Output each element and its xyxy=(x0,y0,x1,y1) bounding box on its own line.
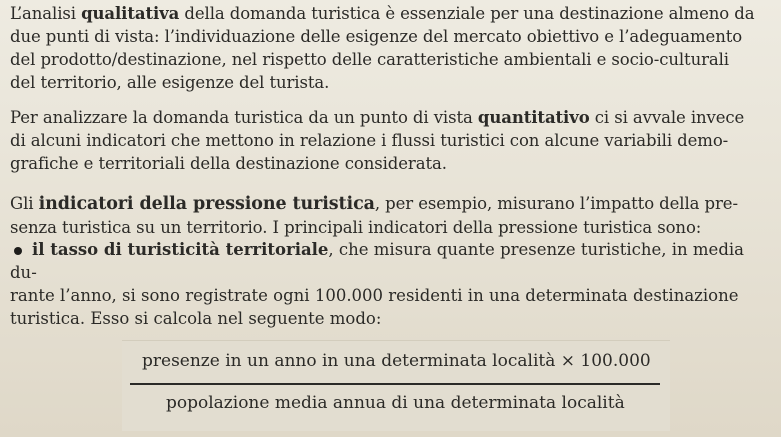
text: della domanda turistica è essenziale per una destinazione almeno da xyxy=(179,4,755,23)
formula-numerator: presenze in un anno in una determinata località × 100.000 xyxy=(142,351,651,371)
text: turistica. Esso si calcola nel seguente modo: xyxy=(10,309,382,328)
bold-term-tasso-turisticita: il tasso di turisticità territoriale xyxy=(32,240,329,259)
list-item-text xyxy=(10,238,770,330)
text: Per analizzare la domanda turistica da un punto di vista xyxy=(10,108,478,127)
text: del territorio, alle esigenze del turista. xyxy=(10,73,330,92)
text: , per esempio, misurano l’impatto della pre- xyxy=(374,194,738,213)
bullet-icon xyxy=(14,247,22,255)
bold-term-qualitativa: qualitativa xyxy=(81,4,180,23)
formula-box xyxy=(122,340,670,431)
text: rante l’anno, si sono registrate ogni 100.000 residenti in una determinata destinazione xyxy=(10,286,739,305)
fraction-line xyxy=(130,383,660,385)
text: senza turistica su un territorio. I principali indicatori della pressione turistica sono: xyxy=(10,218,702,237)
list-item xyxy=(10,238,770,330)
bold-term-indicatori-pressione: indicatori della pressione turistica xyxy=(38,194,375,214)
text: Gli xyxy=(10,194,39,213)
paragraph-pressure-indicators xyxy=(10,192,770,239)
text: , che misura quante presenze turistiche, in media du- xyxy=(10,240,744,282)
text: grafiche e territoriali della destinazione considerata. xyxy=(10,154,447,173)
paragraph-qualitative-analysis xyxy=(10,2,770,94)
text: ci si avvale invece xyxy=(589,108,745,127)
text: di alcuni indicatori che mettono in relazione i flussi turistici con alcune variabili demo- xyxy=(10,131,729,150)
text: due punti di vista: l’individuazione delle esigenze del mercato obiettivo e l’adeguamento xyxy=(10,27,743,46)
text: L’analisi xyxy=(10,4,82,23)
text: del prodotto/destinazione, nel rispetto delle caratteristiche ambientali e socio-culturali xyxy=(10,50,729,69)
bold-term-quantitativo: quantitativo xyxy=(477,108,590,127)
paragraph-quantitative-analysis xyxy=(10,106,770,175)
formula-denominator: popolazione media annua di una determinata località xyxy=(166,393,625,413)
